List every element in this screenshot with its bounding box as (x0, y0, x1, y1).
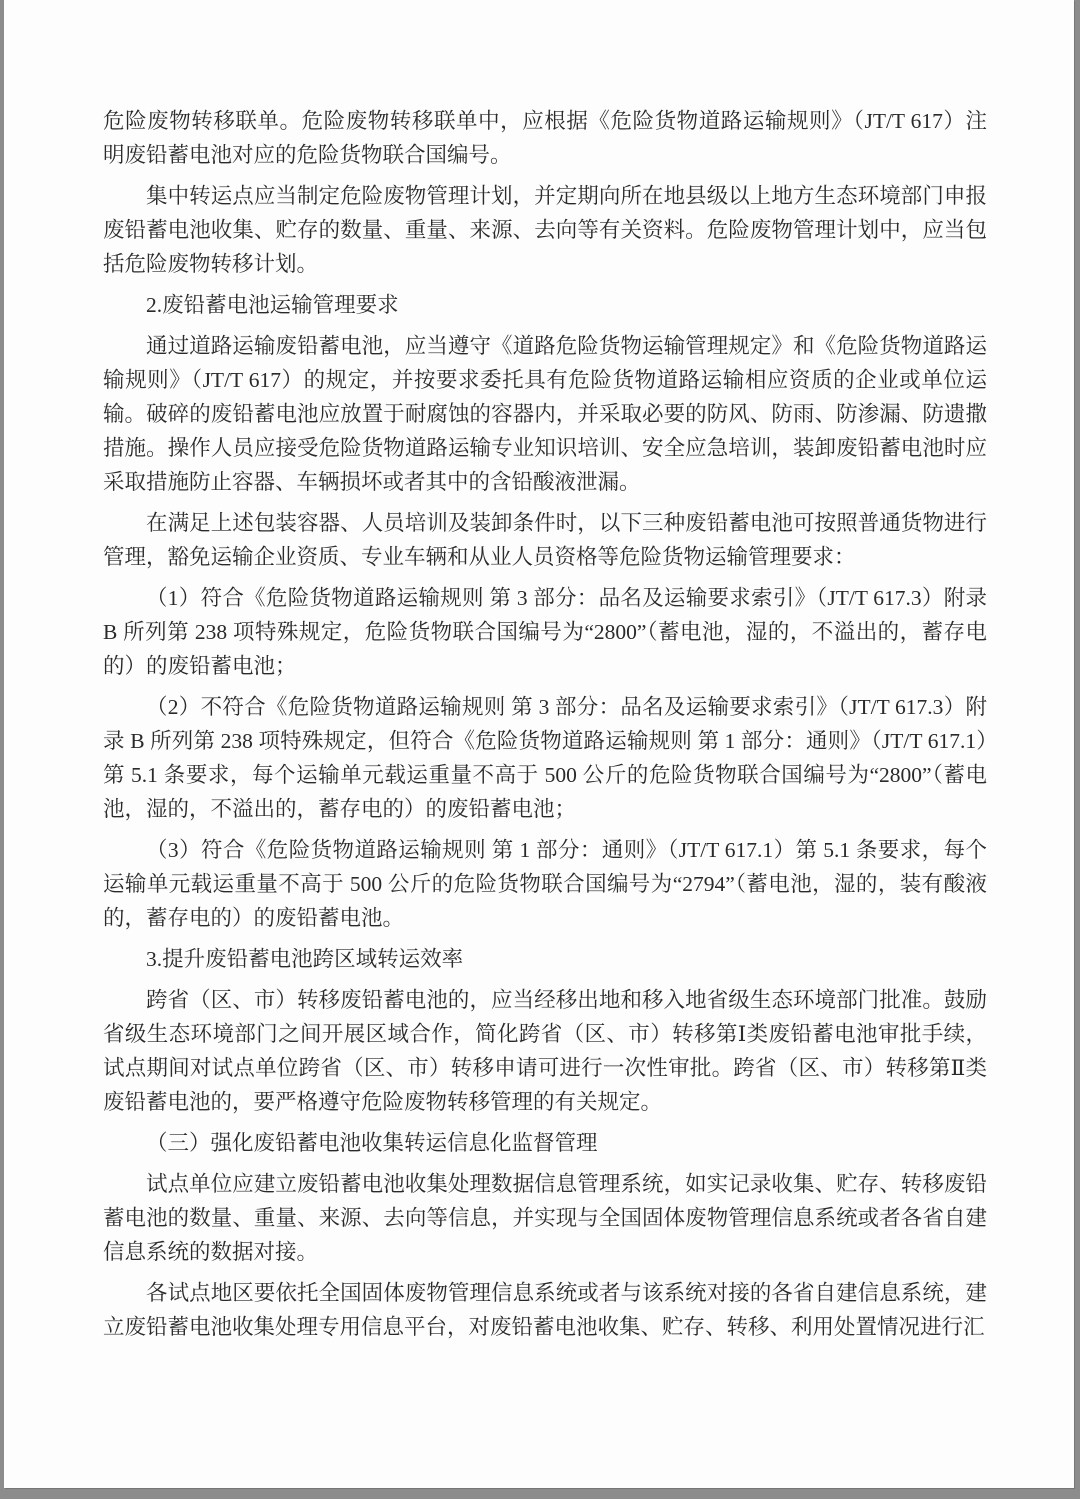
paragraph: 在满足上述包装容器、人员培训及装卸条件时，以下三种废铅蓄电池可按照普通货物进行管理，豁免运输企业资质、专业车辆和从业人员资格等危险货物运输管理要求： (103, 511, 987, 569)
paragraph: （2）不符合《危险货物道路运输规则 第 3 部分：品名及运输要求索引》（JT/T 617.3）附录 B 所列第 238 项特殊规定，但符合《危险货物道路运输规则 第 1 部分：通则》（JT/T 617.1）第 5.1 条要求，每个运输单元载运重量不高于 500 公斤的危险货物联合国编号为“2800”（蓄电池，湿的，不溢出的，蓄存电的）的废铅蓄电池； (103, 695, 987, 821)
document-page (4, 0, 1074, 1488)
paragraph: 各试点地区要依托全国固体废物管理信息系统或者与该系统对接的各省自建信息系统，建立废铅蓄电池收集处理专用信息平台，对废铅蓄电池收集、贮存、转移、利用处置情况进行汇 (103, 1281, 987, 1339)
section-heading: 3.提升废铅蓄电池跨区域转运效率 (146, 947, 464, 971)
paragraph: 试点单位应建立废铅蓄电池收集处理数据信息管理系统，如实记录收集、贮存、转移废铅蓄电池的数量、重量、来源、去向等信息，并实现与全国固体废物管理信息系统或者各省自建信息系统的数据对接。 (103, 1172, 987, 1264)
section-heading: 2.废铅蓄电池运输管理要求 (146, 293, 399, 317)
paragraph: 危险废物转移联单。危险废物转移联单中，应根据《危险货物道路运输规则》（JT/T 617）注明废铅蓄电池对应的危险货物联合国编号。 (103, 109, 987, 167)
document-text (4, 0, 1074, 1344)
paragraph: （3）符合《危险货物道路运输规则 第 1 部分：通则》（JT/T 617.1）第 5.1 条要求，每个运输单元载运重量不高于 500 公斤的危险货物联合国编号为“2794”（蓄电池，湿的，装有酸液的，蓄存电的）的废铅蓄电池。 (103, 838, 987, 930)
section-heading: （三）强化废铅蓄电池收集转运信息化监督管理 (146, 1131, 598, 1155)
paragraph: 跨省（区、市）转移废铅蓄电池的，应当经移出地和移入地省级生态环境部门批准。鼓励省级生态环境部门之间开展区域合作，简化跨省（区、市）转移第Ⅰ类废铅蓄电池审批手续，试点期间对试点单位跨省（区、市）转移申请可进行一次性审批。跨省（区、市）转移第Ⅱ类废铅蓄电池的，要严格遵守危险废物转移管理的有关规定。 (103, 988, 987, 1114)
paragraph: 集中转运点应当制定危险废物管理计划，并定期向所在地县级以上地方生态环境部门申报废铅蓄电池收集、贮存的数量、重量、来源、去向等有关资料。危险废物管理计划中，应当包括危险废物转移计划。 (103, 184, 987, 276)
paragraph: （1）符合《危险货物道路运输规则 第 3 部分：品名及运输要求索引》（JT/T 617.3）附录 B 所列第 238 项特殊规定，危险货物联合国编号为“2800”（蓄电池，湿的，不溢出的，蓄存电的）的废铅蓄电池； (103, 586, 987, 678)
paragraph: 通过道路运输废铅蓄电池，应当遵守《道路危险货物运输管理规定》和《危险货物道路运输规则》（JT/T 617）的规定，并按要求委托具有危险货物道路运输相应资质的企业或单位运输。破碎的废铅蓄电池应放置于耐腐蚀的容器内，并采取必要的防风、防雨、防渗漏、防遗撒措施。操作人员应接受危险货物道路运输专业知识培训、安全应急培训，装卸废铅蓄电池时应采取措施防止容器、车辆损坏或者其中的含铅酸液泄漏。 (103, 334, 987, 494)
